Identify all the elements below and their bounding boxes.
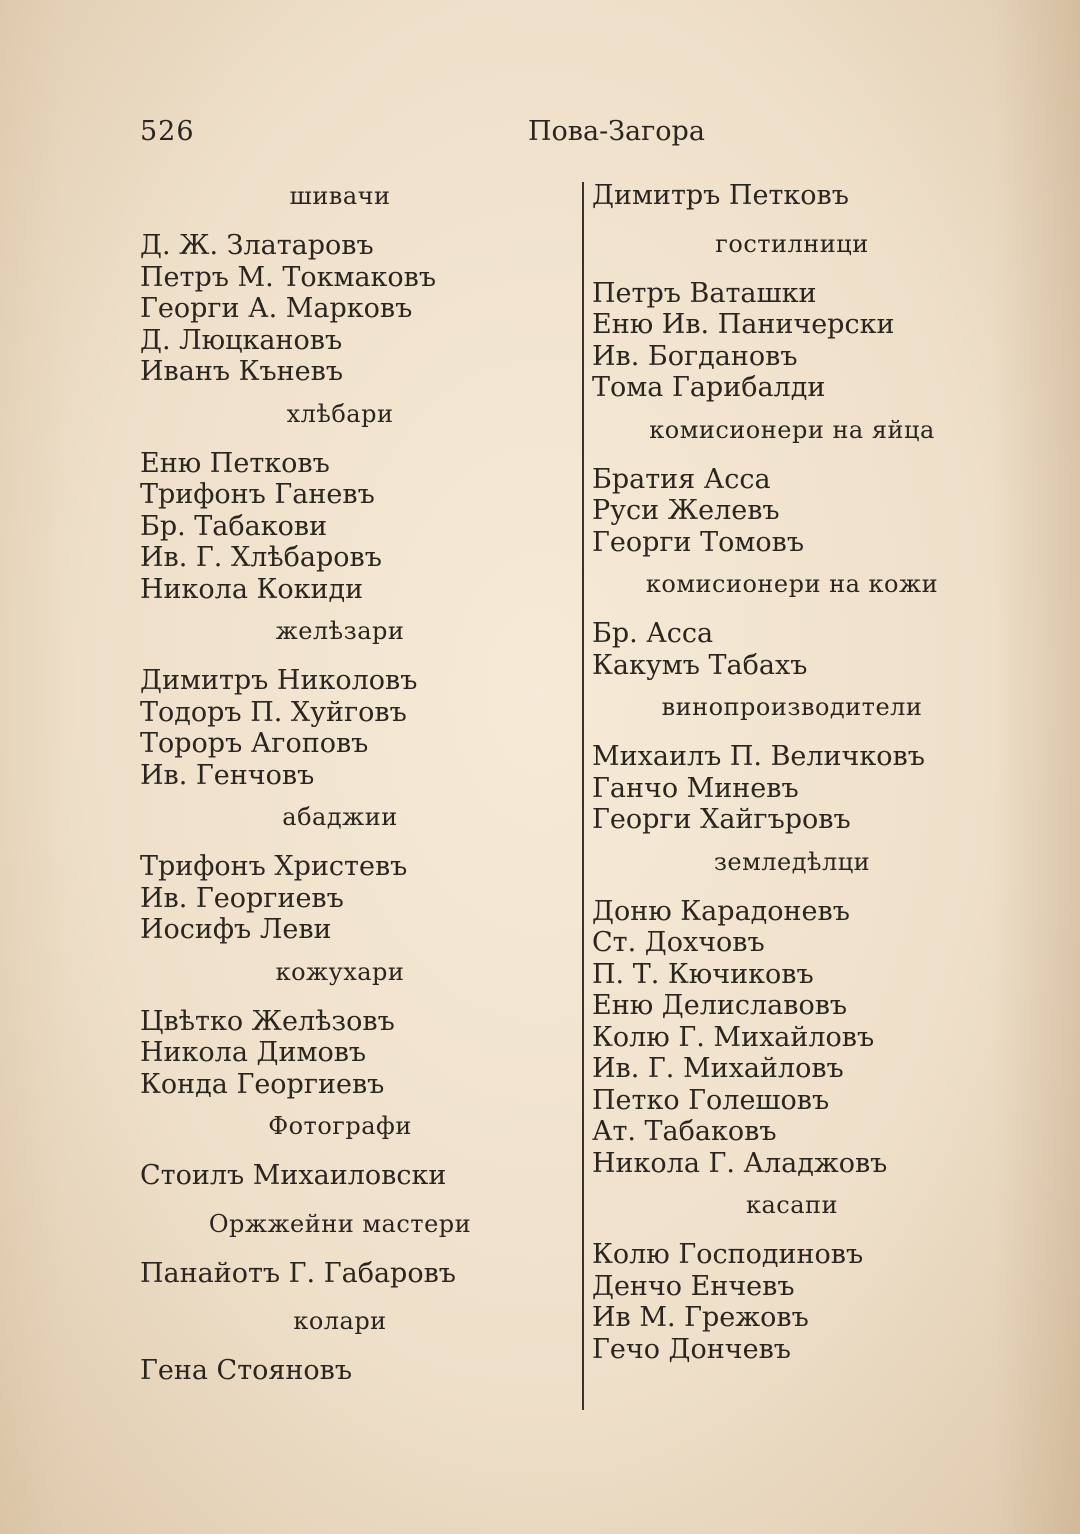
trade-section bbox=[592, 568, 992, 681]
trade-heading: комисионери на кожи bbox=[645, 570, 939, 598]
directory-entry: Еню Делиславовъ bbox=[592, 990, 848, 1021]
trade-section bbox=[592, 846, 992, 1180]
directory-entry: Димитръ Николовъ bbox=[140, 665, 418, 696]
trade-section bbox=[592, 1189, 992, 1365]
directory-entry: Гена Стояновъ bbox=[140, 1355, 353, 1386]
name-list bbox=[592, 464, 992, 559]
directory-entry: Ганчо Миневъ bbox=[592, 772, 799, 804]
trade-heading: касапи bbox=[745, 1191, 839, 1219]
name-list bbox=[592, 180, 992, 212]
directory-entry: Ив М. Грежовъ bbox=[592, 1302, 809, 1333]
directory-entry: Д. Люцкановъ bbox=[140, 324, 343, 356]
trade-heading: шивачи bbox=[289, 182, 391, 210]
trade-section bbox=[140, 956, 540, 1101]
directory-entry: Петръ М. Токмаковъ bbox=[140, 261, 437, 293]
directory-entry: Бр. Асса bbox=[592, 618, 714, 649]
trade-section bbox=[592, 414, 992, 559]
name-list bbox=[140, 1258, 540, 1290]
directory-entry: Ив. Генчовъ bbox=[140, 759, 315, 791]
trade-heading: абаджии bbox=[282, 803, 398, 831]
directory-entry: Георги Томовъ bbox=[592, 526, 805, 558]
trade-section bbox=[140, 398, 540, 606]
trade-section bbox=[592, 228, 992, 404]
directory-entry: Димитръ Петковъ bbox=[592, 180, 849, 211]
trade-heading: хлѣбари bbox=[286, 399, 394, 428]
page-header bbox=[0, 116, 1080, 156]
name-list bbox=[140, 665, 540, 791]
directory-entry: Денчо Енчевъ bbox=[592, 1270, 795, 1302]
directory-entry: Ив. Г. Михайловъ bbox=[592, 1053, 844, 1084]
trade-section bbox=[140, 1305, 540, 1387]
name-list bbox=[140, 1160, 540, 1192]
directory-entry: Д. Ж. Златаровъ bbox=[140, 230, 374, 261]
directory-entry: Ив. Георгиевъ bbox=[140, 882, 344, 914]
directory-entry: Какумъ Табахъ bbox=[592, 649, 808, 681]
name-list bbox=[592, 278, 992, 404]
directory-entry: Стоилъ Михаиловски bbox=[140, 1160, 447, 1191]
trade-section bbox=[140, 1208, 540, 1290]
page-number: 526 bbox=[140, 116, 195, 147]
name-list bbox=[140, 1355, 540, 1387]
trade-heading: Оржжейни мастери bbox=[208, 1209, 472, 1238]
right-column bbox=[592, 180, 992, 1375]
directory-entry: Тороръ Агоповъ bbox=[140, 728, 369, 759]
trade-section bbox=[140, 180, 540, 388]
directory-entry: Ат. Табаковъ bbox=[592, 1116, 777, 1147]
name-list bbox=[592, 618, 992, 681]
name-list bbox=[592, 741, 992, 836]
directory-entry: Никола Кокиди bbox=[140, 573, 364, 605]
directory-entry: Иванъ Къневъ bbox=[140, 356, 344, 387]
trade-section bbox=[140, 1110, 540, 1192]
directory-entry: Трифонъ Ганевъ bbox=[140, 479, 375, 510]
directory-entry: Тодоръ П. Хуйговъ bbox=[140, 696, 407, 728]
directory-entry: Ст. Дохчовъ bbox=[592, 927, 765, 958]
name-list bbox=[140, 230, 540, 388]
directory-entry: Трифонъ Христевъ bbox=[140, 851, 408, 882]
directory-entry: Георги Хайгъровъ bbox=[592, 804, 851, 835]
directory-entry: Братия Асса bbox=[592, 463, 771, 495]
trade-heading: комисионери на яйца bbox=[649, 415, 935, 444]
directory-entry: Никола Димовъ bbox=[140, 1037, 367, 1068]
name-list bbox=[140, 1006, 540, 1101]
trade-heading: колари bbox=[293, 1307, 387, 1335]
directory-entry: Никола Г. Аладжовъ bbox=[592, 1147, 888, 1179]
trade-heading: гостилници bbox=[715, 229, 869, 258]
directory-entry: Доню Карадоневъ bbox=[592, 895, 850, 927]
name-list bbox=[140, 448, 540, 606]
directory-entry: Ив. Богдановъ bbox=[592, 340, 798, 372]
trade-heading: желѣзари bbox=[275, 617, 405, 645]
directory-entry: Колю Г. Михайловъ bbox=[592, 1021, 875, 1053]
name-list bbox=[592, 896, 992, 1180]
directory-entry: Панайотъ Г. Габаровъ bbox=[140, 1257, 456, 1289]
directory-entry: П. Т. Кючиковъ bbox=[592, 958, 814, 990]
trade-section bbox=[140, 801, 540, 946]
trade-heading: кожухари bbox=[275, 957, 405, 986]
directory-entry: Конда Георгиевъ bbox=[140, 1068, 385, 1100]
directory-entry: Бр. Табакови bbox=[140, 510, 328, 542]
directory-entry: Еню Ив. Паничерски bbox=[592, 309, 895, 340]
directory-entry: Колю Господиновъ bbox=[592, 1239, 864, 1270]
trade-heading: винопроизводители bbox=[661, 693, 923, 721]
directory-entry: Иосифъ Леви bbox=[140, 914, 332, 945]
directory-entry: Тома Гарибалди bbox=[592, 372, 826, 403]
directory-entry: Цвѣтко Желѣзовъ bbox=[140, 1005, 395, 1037]
directory-entry: Петко Голешовъ bbox=[592, 1084, 830, 1116]
left-column bbox=[140, 180, 540, 1403]
name-list bbox=[140, 851, 540, 946]
trade-section bbox=[140, 615, 540, 791]
name-list bbox=[592, 1239, 992, 1365]
trade-section bbox=[592, 691, 992, 836]
directory-entry: Георги А. Марковъ bbox=[140, 293, 413, 324]
directory-entry: Петръ Ваташки bbox=[592, 277, 817, 309]
directory-entry: Руси Желевъ bbox=[592, 495, 780, 526]
running-title: Пова-Загора bbox=[528, 116, 705, 147]
directory-entry: Ив. Г. Хлѣбаровъ bbox=[140, 542, 382, 573]
trade-heading: Фотографи bbox=[268, 1112, 412, 1140]
directory-entry: Еню Петковъ bbox=[140, 447, 330, 479]
directory-entry: Гечо Дончевъ bbox=[592, 1333, 791, 1365]
directory-entry: Михаилъ П. Величковъ bbox=[592, 741, 925, 772]
trade-heading: земледѣлци bbox=[713, 847, 871, 876]
column-divider bbox=[582, 182, 584, 1410]
